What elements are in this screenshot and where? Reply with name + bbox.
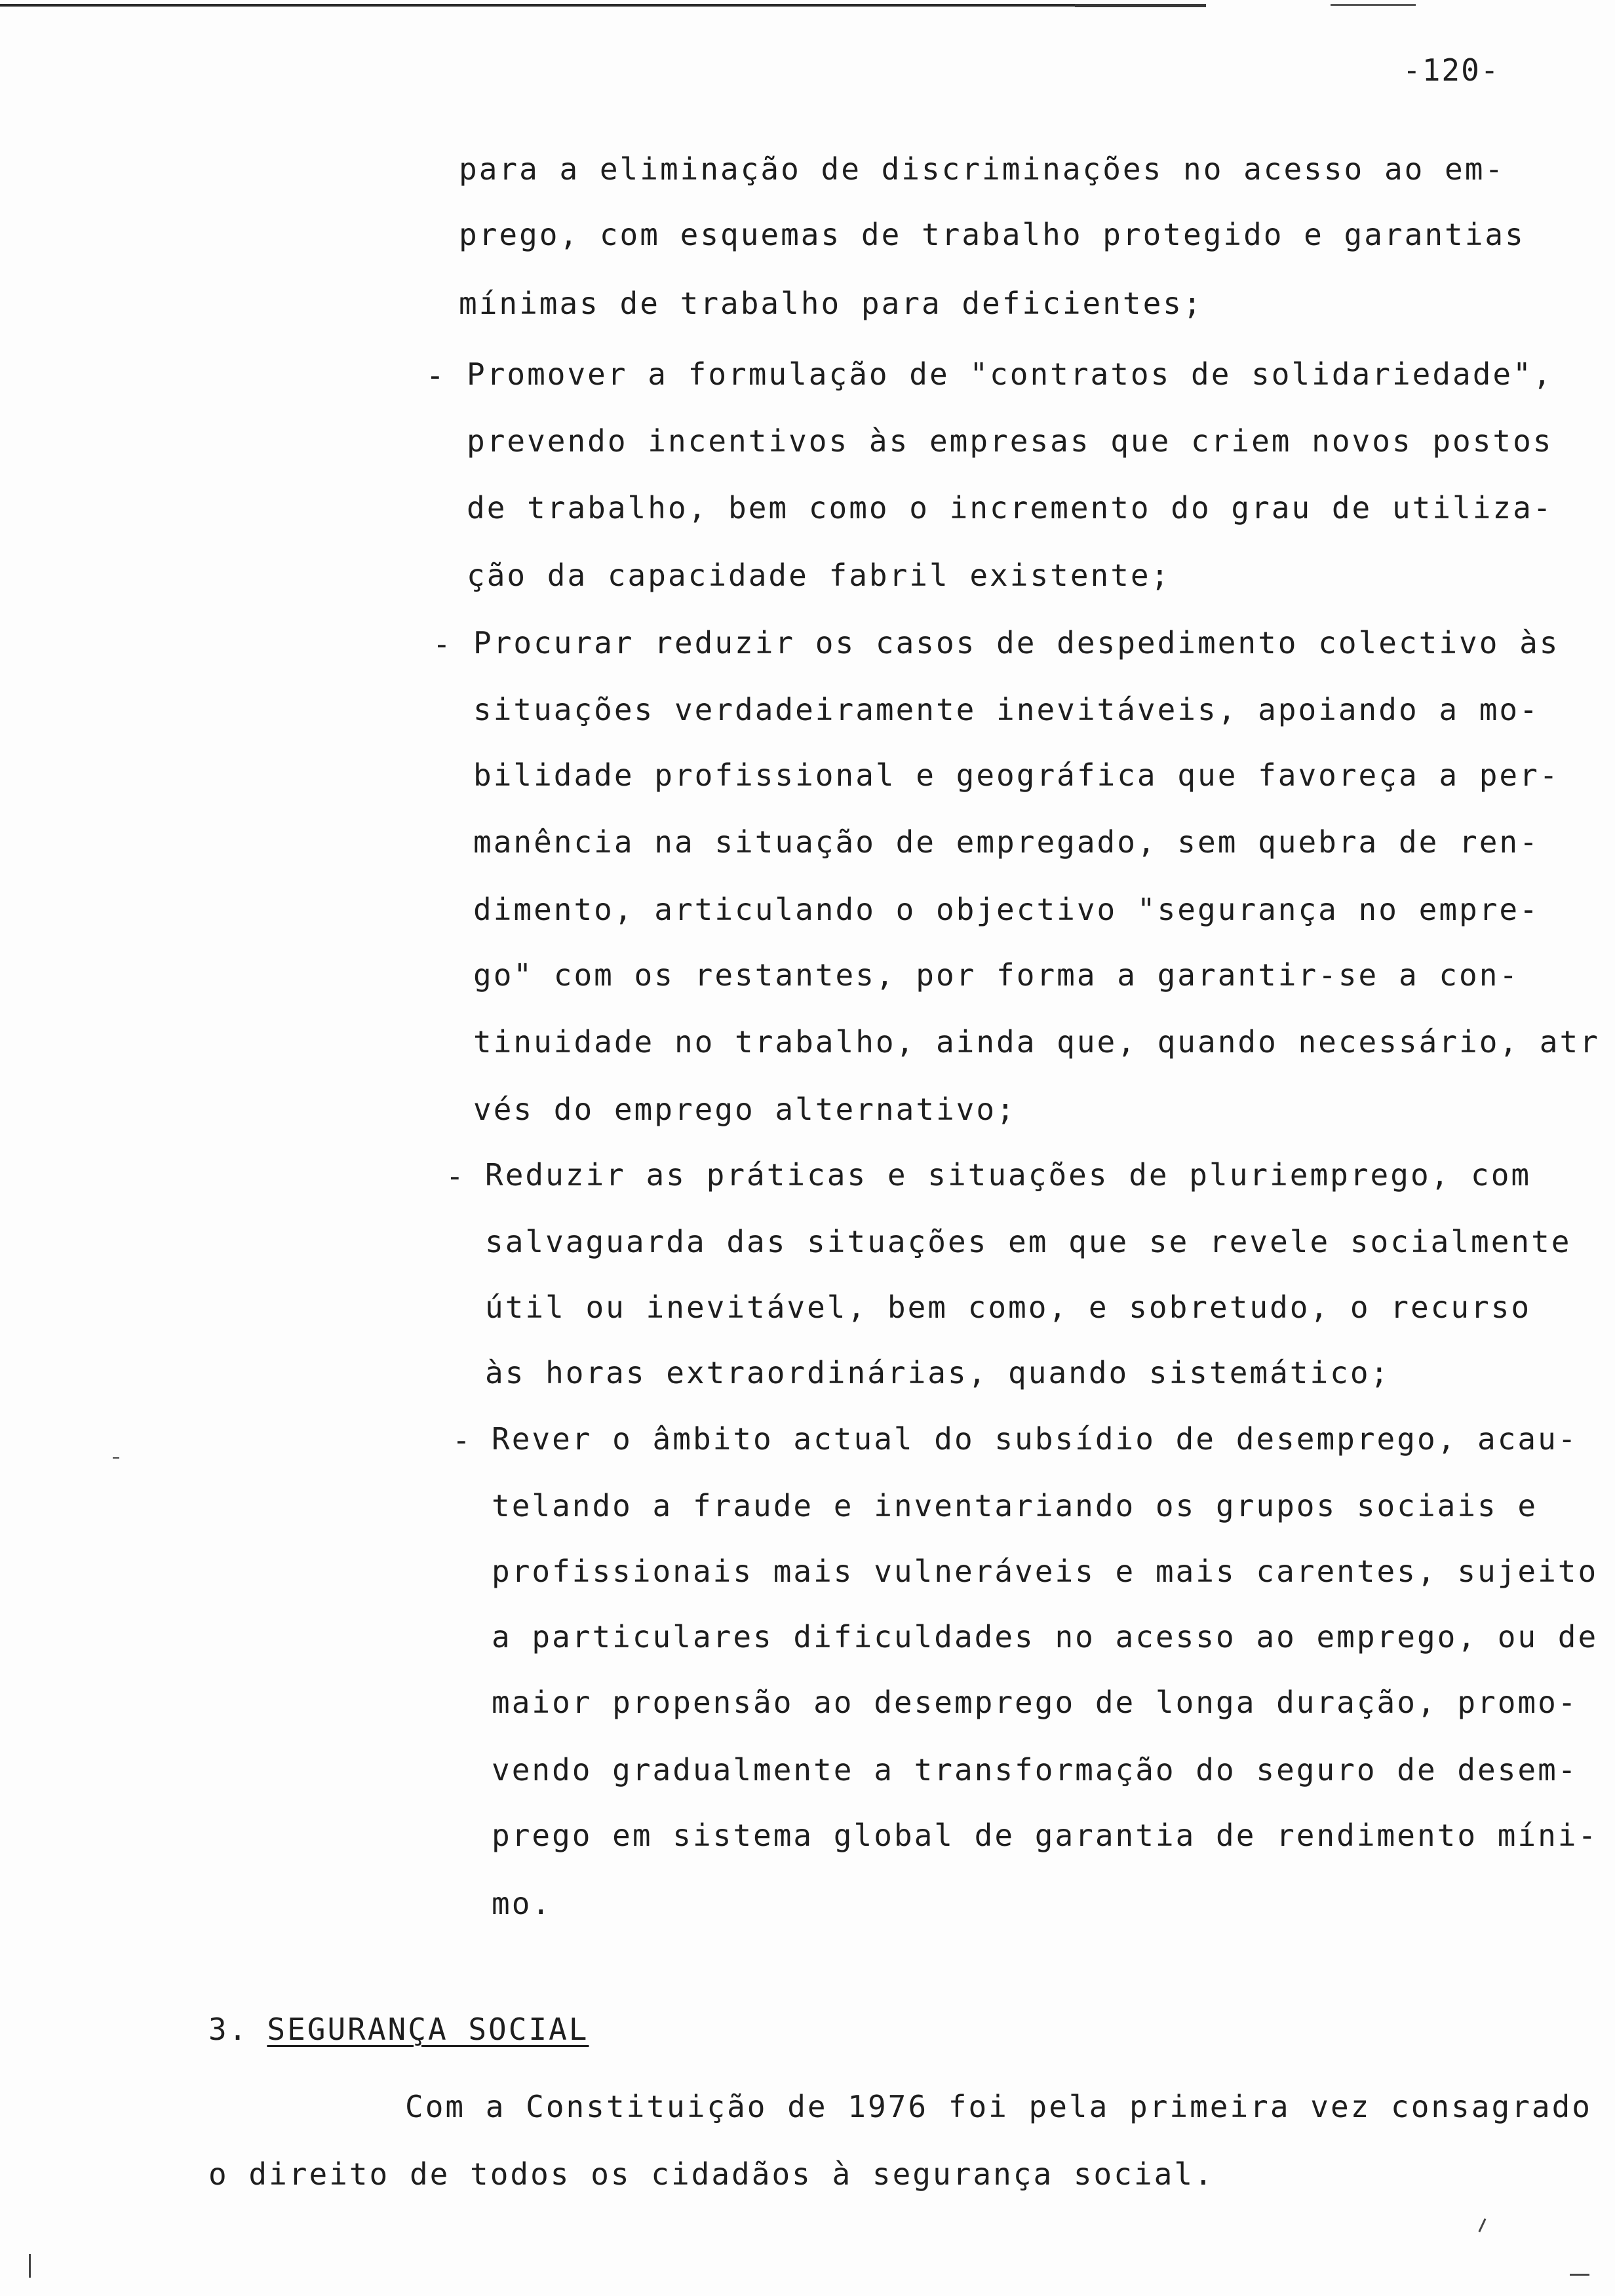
- text-line: manência na situação de empregado, sem quebra de ren-: [473, 824, 1540, 860]
- scan-edge-line: [1075, 4, 1206, 7]
- text-line: ção da capacidade fabril existente;: [467, 558, 1171, 593]
- bullet-dash: -: [452, 1423, 471, 1458]
- text-line: maior propensão ao desemprego de longa duração, promo-: [492, 1685, 1578, 1720]
- text-line: dimento, articulando o objectivo "segurança no empre-: [473, 892, 1540, 927]
- text-line: Reduzir as práticas e situações de pluriemprego, com: [485, 1157, 1532, 1193]
- bullet-dash: -: [426, 358, 444, 393]
- bullet-dash: -: [433, 626, 451, 662]
- text-line: tinuidade no trabalho, ainda que, quando necessário, atr: [473, 1024, 1600, 1060]
- text-line: vés do emprego alternativo;: [473, 1092, 1017, 1127]
- scan-edge-line: [0, 4, 1180, 7]
- text-line: telando a fraude e inventariando os grupos sociais e: [492, 1488, 1538, 1523]
- text-line: útil ou inevitável, bem como, e sobretudo, o recurso: [485, 1290, 1532, 1325]
- text-line: às horas extraordinárias, quando sistemático;: [485, 1355, 1391, 1390]
- scan-speck: [1478, 2218, 1486, 2232]
- scan-speck: [29, 2254, 31, 2278]
- section-title: SEGURANÇA SOCIAL: [267, 2012, 589, 2047]
- text-line: situações verdadeiramente inevitáveis, apoiando a mo-: [473, 692, 1540, 727]
- scan-speck: [1570, 2274, 1589, 2276]
- paragraph-line: o direito de todos os cidadãos à segurança social.: [208, 2156, 1215, 2192]
- text-line: Rever o âmbito actual do subsídio de desemprego, acau-: [492, 1421, 1578, 1457]
- bullet-dash: -: [446, 1158, 464, 1194]
- text-line: mínimas de trabalho para deficientes;: [459, 286, 1203, 321]
- text-line: para a eliminação de discriminações no acesso ao em-: [459, 151, 1506, 187]
- text-line: de trabalho, bem como o incremento do grau de utiliza-: [467, 490, 1553, 526]
- text-line: Promover a formulação de "contratos de solidariedade",: [467, 356, 1553, 392]
- page-number: -120-: [1403, 52, 1500, 88]
- text-line: go" com os restantes, por forma a garantir-se a con-: [473, 957, 1520, 993]
- scan-speck: [113, 1457, 119, 1459]
- text-line: prevendo incentivos às empresas que criem novos postos: [467, 423, 1553, 459]
- paragraph-line: Com a Constituição de 1976 foi pela primeira vez consagrado: [405, 2089, 1592, 2124]
- text-line: mo.: [492, 1886, 553, 1921]
- text-line: profissionais mais vulneráveis e mais carentes, sujeito: [492, 1554, 1599, 1589]
- text-line: bilidade profissional e geográfica que favoreça a per-: [473, 757, 1560, 793]
- text-line: Procurar reduzir os casos de despedimento colectivo às: [473, 625, 1560, 660]
- text-line: vendo gradualmente a transformação do seguro de desem-: [492, 1752, 1578, 1788]
- text-line: a particulares dificuldades no acesso ao emprego, ou de: [492, 1619, 1599, 1655]
- text-line: prego, com esquemas de trabalho protegido e garantias: [459, 217, 1525, 252]
- section-heading: [208, 2012, 589, 2047]
- text-line: salvaguarda das situações em que se revele socialmente: [485, 1224, 1572, 1259]
- section-number: 3.: [208, 2012, 249, 2047]
- text-line: prego em sistema global de garantia de rendimento míni-: [492, 1818, 1599, 1853]
- scan-edge-line: [1331, 4, 1416, 6]
